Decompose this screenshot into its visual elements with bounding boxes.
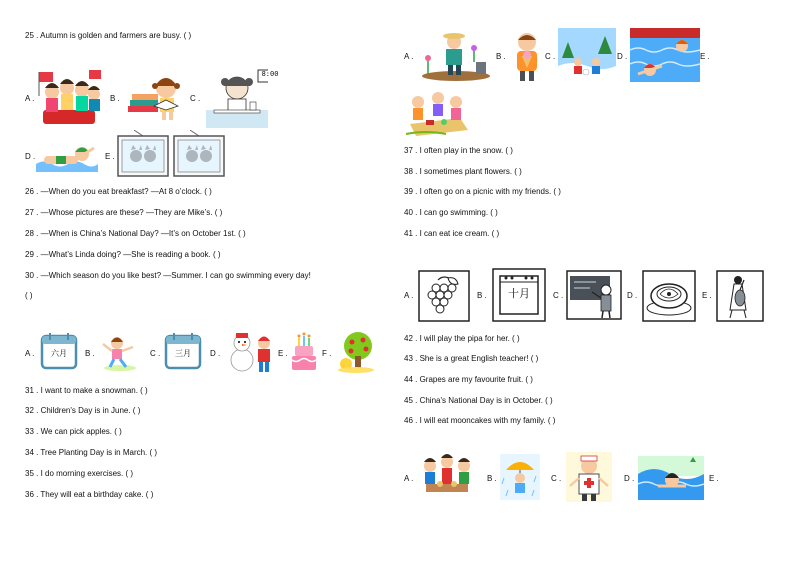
question-36: 36 . They will eat a birthday cake. ( ) (25, 490, 154, 499)
option-label-a: A . (25, 349, 35, 358)
option-label-b: B . (85, 349, 95, 358)
question-42: 42 . I will play the pipa for her. ( ) (404, 334, 520, 343)
question-30-blank: ( ) (25, 291, 33, 300)
option-label-c: C . (545, 52, 556, 61)
option-label-a: A . (404, 291, 414, 300)
kid-eating-ice-cream-image (510, 30, 544, 82)
question-39: 39 . I often go on a picnic with my friends. ( ) (404, 187, 561, 196)
kid-exercising-image (100, 334, 140, 372)
question-29: 29 . —What’s Linda doing? —She is reading a book. ( ) (25, 250, 221, 259)
swimming-sea-image (638, 456, 704, 500)
question-33: 33 . We can pick apples. ( ) (25, 427, 122, 436)
family-eating-image (418, 454, 476, 500)
option-label-d: D . (624, 474, 635, 483)
snowman-image (228, 330, 276, 374)
option-label-a: A . (404, 474, 414, 483)
question-37: 37 . I often play in the snow. ( ) (404, 146, 513, 155)
option-label-f: F . (322, 349, 332, 358)
question-25: 25 . Autumn is golden and farmers are busy. ( ) (25, 31, 192, 40)
option-label-c: C . (553, 291, 564, 300)
question-28: 28 . —When is China’s National Day? —It’s on October 1st. ( ) (25, 229, 246, 238)
question-38: 38 . I sometimes plant flowers. ( ) (404, 167, 522, 176)
question-27: 27 . —Whose pictures are these? —They are Mike’s. ( ) (25, 208, 223, 217)
question-41: 41 . I can eat ice cream. ( ) (404, 229, 500, 238)
grapes-image (418, 270, 470, 322)
birthday-cake-image (288, 330, 320, 374)
swimming-pool-image (630, 28, 700, 82)
question-45: 45 . China's National Day is in October. ( ) (404, 396, 553, 405)
option-label-e: E . (702, 291, 712, 300)
mooncake-image (642, 270, 696, 322)
apple-tree-image (334, 330, 378, 374)
option-label-e: E . (709, 474, 719, 483)
option-label-a: A . (25, 94, 35, 103)
planting-flowers-image (418, 30, 494, 82)
question-34: 34 . Tree Planting Day is in March. ( ) (25, 448, 158, 457)
option-label-c: C . (190, 94, 201, 103)
option-label-d: D . (617, 52, 628, 61)
clock-display: 8:00 (261, 70, 279, 78)
cat-photos-image (116, 130, 228, 178)
calendar-march-text: 三月 (175, 349, 191, 358)
doctor-image (566, 452, 612, 502)
calendar-october-text: 十月 (508, 287, 530, 300)
question-46: 46 . I will eat mooncakes with my family. ( ) (404, 416, 556, 425)
option-label-e: E . (105, 152, 115, 161)
girl-playing-pipa-image (716, 270, 764, 322)
girl-reading-book-image (124, 72, 184, 122)
option-label-d: D . (627, 291, 638, 300)
option-label-b: B . (487, 474, 497, 483)
option-label-c: C . (150, 349, 161, 358)
question-26: 26 . —When do you eat breakfast? —At 8 o’clock. ( ) (25, 187, 212, 196)
option-label-c: C . (551, 474, 562, 483)
option-label-e: E . (278, 349, 288, 358)
picnic-image (404, 90, 470, 136)
option-label-d: D . (25, 152, 36, 161)
question-40: 40 . I can go swimming. ( ) (404, 208, 498, 217)
option-label-e: E . (700, 52, 710, 61)
question-30: 30 . —Which season do you like best? —Summer. I can go swimming every day! (25, 271, 311, 280)
option-label-a: A . (404, 52, 414, 61)
option-label-b: B . (110, 94, 120, 103)
option-label-b: B . (477, 291, 487, 300)
question-32: 32 . Children's Day is in June. ( ) (25, 406, 141, 415)
option-label-b: B . (496, 52, 506, 61)
playing-in-snow-image (558, 28, 616, 82)
boy-swimming-image (36, 140, 98, 172)
option-label-d: D . (210, 349, 221, 358)
children-with-flags-image (37, 66, 105, 128)
kid-with-umbrella-image (500, 454, 540, 500)
calendar-june-text: 六月 (51, 349, 67, 358)
question-35: 35 . I do morning exercises. ( ) (25, 469, 134, 478)
question-44: 44 . Grapes are my favourite fruit. ( ) (404, 375, 533, 384)
question-31: 31 . I want to make a snowman. ( ) (25, 386, 148, 395)
question-43: 43 . She is a great English teacher! ( ) (404, 354, 539, 363)
teacher-at-blackboard-image (566, 270, 622, 320)
